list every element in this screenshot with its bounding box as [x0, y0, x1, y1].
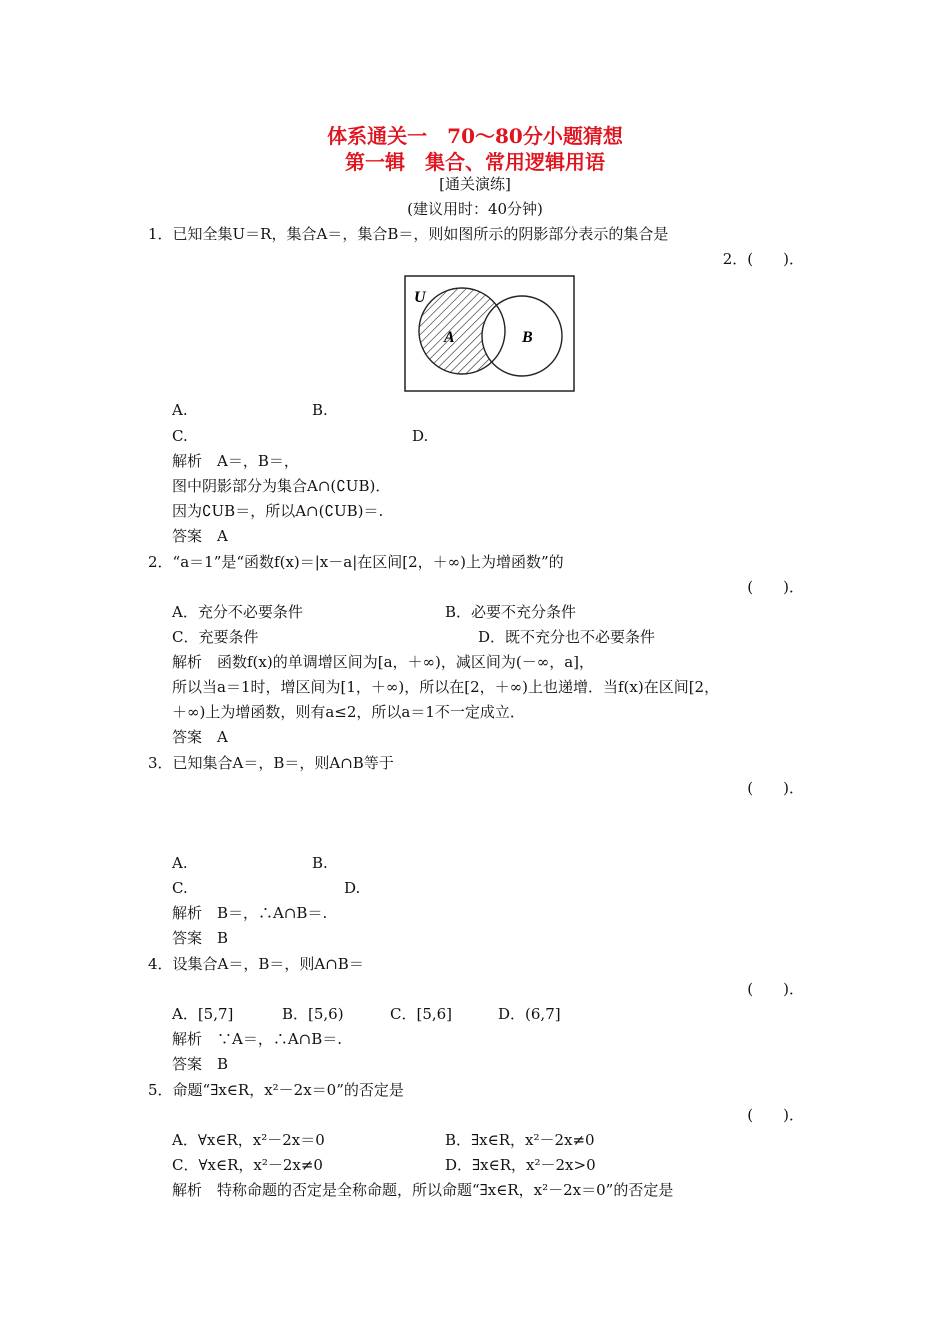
- q3-option-c: C.: [172, 879, 188, 897]
- q1-analysis-1: 解析 A＝，B＝，: [172, 452, 299, 470]
- q1-option-d: D.: [412, 427, 429, 445]
- q3-option-b: B.: [312, 854, 328, 872]
- q1-analysis-3: 因为∁UB＝，所以A∩(∁UB)＝.: [172, 502, 384, 520]
- q2-option-c: C．充要条件: [172, 628, 259, 646]
- q1-option-b: B.: [312, 401, 328, 419]
- q3-bracket: ( )．: [747, 779, 804, 797]
- subtitle: [通关演练]: [439, 175, 511, 193]
- title-line-1: 体系通关一 70～80分小题猜想: [327, 124, 623, 148]
- q2-analysis-3: ＋∞)上为增函数，则有a≤2，所以a＝1不一定成立．: [172, 703, 525, 721]
- q5-option-c: C．∀x∈R，x²－2x≠0: [172, 1156, 323, 1174]
- q4-answer: 答案 B: [172, 1055, 229, 1073]
- q4-analysis-1: 解析 ∵A＝，∴A∩B＝.: [172, 1030, 343, 1048]
- q5-bracket: ( )．: [747, 1106, 804, 1124]
- q2-option-d: D．既不充分也不必要条件: [478, 628, 656, 646]
- q5-stem: 5．命题“∃x∈R，x²－2x＝0”的否定是: [148, 1081, 404, 1099]
- q2-option-b: B．必要不充分条件: [445, 603, 577, 621]
- q5-option-d: D．∃x∈R，x²－2x>0: [445, 1156, 596, 1174]
- q5-analysis-1: 解析 特称命题的否定是全称命题，所以命题“∃x∈R，x²－2x＝0”的否定是: [172, 1181, 674, 1199]
- q1-answer: 答案 A: [172, 527, 228, 545]
- label-a: A: [444, 329, 455, 346]
- q2-analysis-1: 解析 函数f(x)的单调增区间为[a，＋∞)，减区间为(－∞，a]，: [172, 653, 595, 671]
- q3-answer: 答案 B: [172, 929, 229, 947]
- q1-option-c: C.: [172, 427, 188, 445]
- time-note: (建议用时：40分钟): [407, 200, 543, 218]
- q2-stem: 2．“a＝1”是“函数f(x)＝|x－a|在区间[2，＋∞)上为增函数”的: [148, 553, 564, 571]
- q1-stem: 1．已知全集U＝R，集合A＝，集合B＝，则如图所示的阴影部分表示的集合是: [148, 225, 669, 243]
- q4-option-a: A．[5,7]: [172, 1005, 234, 1023]
- q3-analysis-1: 解析 B＝，∴A∩B＝.: [172, 904, 328, 922]
- title-line-2: 第一辑 集合、常用逻辑用语: [345, 150, 605, 174]
- q4-bracket: ( )．: [747, 980, 804, 998]
- label-u: U: [414, 289, 426, 306]
- q2-option-a: A．充分不必要条件: [172, 603, 303, 621]
- q4-option-b: B．[5,6): [282, 1005, 344, 1023]
- q5-option-a: A．∀x∈R，x²－2x＝0: [172, 1131, 325, 1149]
- q2-answer: 答案 A: [172, 728, 228, 746]
- q2-analysis-2: 所以当a＝1时，增区间为[1，＋∞)，所以在[2，＋∞)上也递增．当f(x)在区间[2，: [172, 678, 720, 696]
- q4-stem: 4．设集合A＝，B＝，则A∩B＝: [148, 955, 364, 973]
- q1-bracket: 2．( )．: [722, 250, 804, 268]
- q3-stem: 3．已知集合A＝，B＝，则A∩B等于: [148, 754, 394, 772]
- q4-option-c: C．[5,6]: [390, 1005, 453, 1023]
- q3-option-d: D.: [344, 879, 361, 897]
- q2-bracket: ( )．: [747, 578, 804, 596]
- q1-option-a: A.: [172, 401, 188, 419]
- label-b: B: [522, 329, 533, 346]
- q3-option-a: A.: [172, 854, 188, 872]
- q4-option-d: D．(6,7]: [498, 1005, 561, 1023]
- q5-option-b: B．∃x∈R，x²－2x≠0: [445, 1131, 595, 1149]
- venn-diagram: [404, 274, 576, 394]
- q1-analysis-2: 图中阴影部分为集合A∩(∁UB)．: [172, 477, 391, 495]
